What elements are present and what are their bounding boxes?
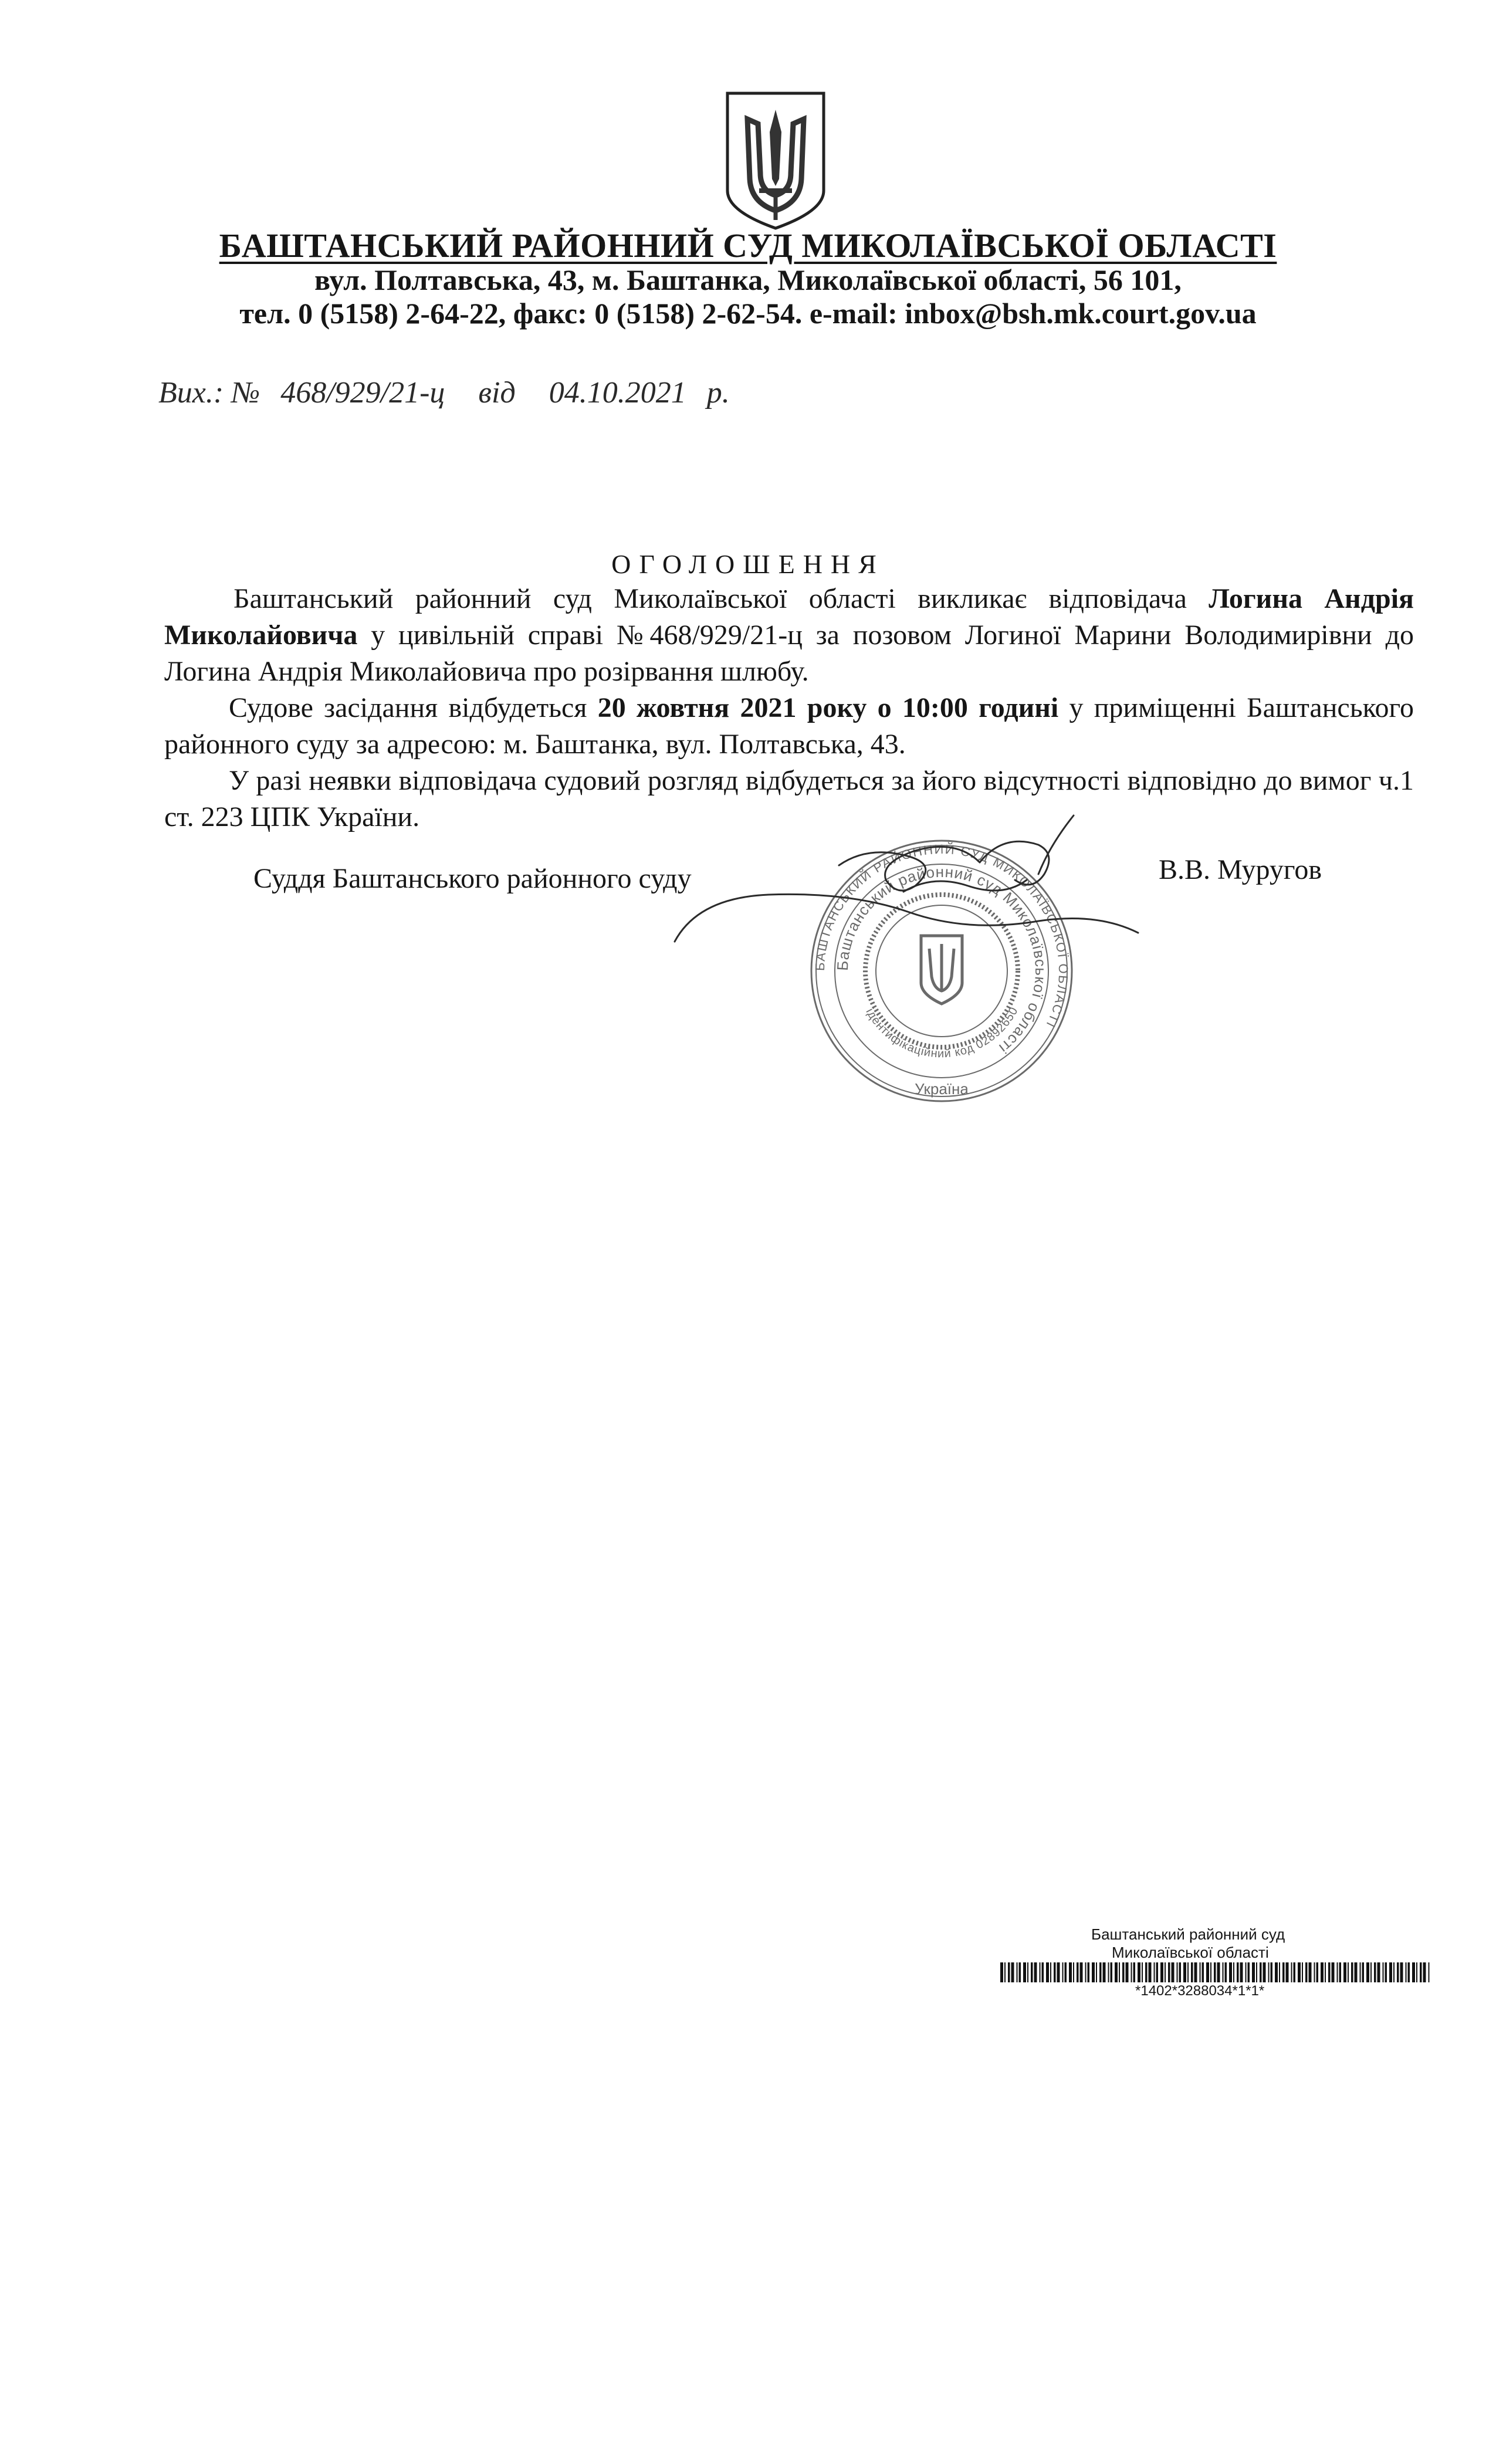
barcode-bar <box>1122 1962 1125 1982</box>
barcode-bar <box>1316 1962 1319 1982</box>
barcode-bar <box>1406 1962 1407 1982</box>
handwritten-signature <box>663 810 1162 980</box>
barcode-bar <box>1191 1962 1193 1982</box>
barcode-bar <box>1360 1962 1361 1982</box>
barcode-bar <box>1400 1962 1403 1982</box>
barcode-bar <box>1214 1962 1216 1982</box>
barcode-bar <box>1332 1962 1335 1982</box>
barcode-bar <box>1383 1962 1384 1982</box>
barcode-court-name: Баштанський районний суд <box>1091 1925 1285 1943</box>
barcode-bar <box>1210 1962 1211 1982</box>
barcode-bar <box>1131 1962 1132 1982</box>
barcode-bar <box>1429 1962 1430 1982</box>
paragraph-hearing: Судове засідання відбудеться 20 жовтня 2021 року о 10:00 годині у приміщенні Баштанського районного суду за адресою: м. Баштанка, вул. Полтавська, 43. <box>164 692 1414 760</box>
barcode-bar <box>1237 1962 1239 1982</box>
court-address: вул. Полтавська, 43, м. Баштанка, Миколаївської області, 56 101, <box>314 263 1182 296</box>
barcode-bar <box>1302 1962 1303 1982</box>
barcode-bar <box>1416 1962 1417 1982</box>
barcode-bar <box>1321 1962 1324 1982</box>
svg-text:ідентифікаційний код 02892650 <box>863 1005 1020 1061</box>
trident-emblem-icon <box>724 91 827 231</box>
barcode-bar <box>1165 1962 1166 1982</box>
barcode-bar <box>1397 1962 1399 1982</box>
barcode-bar <box>1351 1962 1353 1982</box>
paragraph-summons: Баштанський районний суд Миколаївської області викликає відповідача Логина Андрія Миколайовича у цивільній справі №468/929/21-ц за позовом Логиної Марини Володимирівни до Логина Андрія Миколайовича про розірвання шлюбу. <box>164 583 1414 687</box>
barcode-bar <box>1154 1962 1155 1982</box>
barcode-bar <box>1282 1962 1285 1982</box>
court-contacts: тел. 0 (5158) 2-64-22, факс: 0 (5158) 2-62-54. e-mail: inbox@bsh.mk.court.gov.ua <box>239 297 1257 330</box>
barcode-bar <box>1115 1962 1118 1982</box>
barcode-bar <box>1149 1962 1152 1982</box>
barcode-bar <box>1031 1962 1033 1982</box>
barcode-bar <box>1138 1962 1140 1982</box>
barcode-bar <box>1268 1962 1270 1982</box>
barcode-bar <box>1177 1962 1178 1982</box>
barcode-bar <box>1172 1962 1175 1982</box>
barcode-region: Миколаївської області <box>1112 1944 1269 1961</box>
barcode-bar <box>1217 1962 1220 1982</box>
barcode-bar <box>1348 1962 1349 1982</box>
barcode-bar <box>1179 1962 1182 1982</box>
barcode-bar <box>1108 1962 1109 1982</box>
barcode-bar <box>1008 1962 1010 1982</box>
barcode-bar <box>1370 1962 1372 1982</box>
barcode-bar <box>1187 1962 1189 1982</box>
barcode-bar <box>1065 1962 1067 1982</box>
barcode-bar <box>1023 1962 1026 1982</box>
barcode-bar <box>1263 1962 1266 1982</box>
defendant-name: Логина Андрія Миколайовича <box>164 583 1414 651</box>
barcode-bar <box>1088 1962 1090 1982</box>
barcode-bar <box>1362 1962 1365 1982</box>
barcode-bar <box>1050 1962 1051 1982</box>
barcode-bar <box>1225 1962 1227 1982</box>
barcode-bar <box>1092 1962 1095 1982</box>
barcode-bar <box>1355 1962 1358 1982</box>
barcode-bar <box>1000 1962 1003 1982</box>
barcode-bar <box>1017 1962 1018 1982</box>
barcode-bar <box>1291 1962 1292 1982</box>
barcode-bar <box>1314 1962 1315 1982</box>
barcode-bar <box>1408 1962 1410 1982</box>
barcode-bar <box>1085 1962 1087 1982</box>
hearing-datetime: 20 жовтня 2021 року о 10:00 годині <box>597 692 1059 723</box>
barcode-bar <box>1240 1962 1243 1982</box>
barcode-bar <box>1200 1962 1201 1982</box>
barcode-bar <box>1142 1962 1143 1982</box>
barcode-bars-icon <box>1000 1962 1431 1982</box>
barcode-bar <box>1393 1962 1395 1982</box>
barcode-bar <box>1256 1962 1257 1982</box>
barcode-bar <box>1325 1962 1326 1982</box>
barcode-bar <box>1099 1962 1102 1982</box>
barcode-bar <box>1286 1962 1289 1982</box>
barcode-bar <box>1054 1962 1056 1982</box>
barcode-bar <box>1019 1962 1021 1982</box>
outgoing-date-prefix: від <box>478 376 516 409</box>
barcode-bar <box>1069 1962 1072 1982</box>
announcement-title: ОГОЛОШЕННЯ <box>611 549 885 579</box>
barcode-bar <box>1374 1962 1376 1982</box>
barcode-bar <box>1046 1962 1049 1982</box>
barcode-bar <box>1294 1962 1296 1982</box>
barcode-bar <box>1126 1962 1129 1982</box>
barcode-bar <box>1156 1962 1159 1982</box>
paragraph-absence: У разі неявки відповідача судовий розгляд відбудеться за його відсутності відповідно до вимог ч.1 ст. 223 ЦПК України. <box>164 765 1414 832</box>
barcode-bar <box>1271 1962 1273 1982</box>
barcode-bar <box>1343 1962 1346 1982</box>
outgoing-date-suffix: р. <box>706 376 730 409</box>
barcode-code: *1402*3288034*1*1* <box>1135 1983 1265 1999</box>
barcode-bar <box>1223 1962 1224 1982</box>
barcode-bar <box>1133 1962 1136 1982</box>
barcode-bar <box>1309 1962 1312 1982</box>
barcode-bar <box>1229 1962 1232 1982</box>
outgoing-number-value: 468/929/21-ц <box>280 376 445 409</box>
barcode-bar <box>1377 1962 1380 1982</box>
barcode-bar <box>1245 1962 1247 1982</box>
barcode-bar <box>1034 1962 1037 1982</box>
barcode-bar <box>1389 1962 1392 1982</box>
barcode-bar <box>1111 1962 1113 1982</box>
barcode-bar <box>1062 1962 1064 1982</box>
barcode-bar <box>1119 1962 1120 1982</box>
seal-id-code: ідентифікаційний код 02892650 <box>863 1004 1021 1061</box>
outgoing-date: 04.10.2021 <box>549 376 686 409</box>
barcode-bar <box>1420 1962 1422 1982</box>
seal-inner-text: Баштанський районний суд Миколаївської області <box>833 862 1050 1058</box>
barcode-bar <box>1080 1962 1083 1982</box>
barcode-bar <box>1040 1962 1041 1982</box>
barcode-bar <box>1366 1962 1369 1982</box>
outgoing-number <box>158 375 730 410</box>
barcode-bar <box>1194 1962 1197 1982</box>
barcode-bar <box>1275 1962 1278 1982</box>
barcode-bar <box>1339 1962 1342 1982</box>
announcement-body <box>164 581 1414 835</box>
barcode-bar <box>1260 1962 1262 1982</box>
barcode-bar <box>1168 1962 1170 1982</box>
barcode-bar <box>1183 1962 1186 1982</box>
barcode-bar <box>1042 1962 1044 1982</box>
barcode-bar <box>1202 1962 1204 1982</box>
barcode-bar <box>1412 1962 1415 1982</box>
barcode-bar <box>1279 1962 1280 1982</box>
barcode-bar <box>1248 1962 1250 1982</box>
barcode-bar <box>1145 1962 1148 1982</box>
barcode-bar <box>1423 1962 1426 1982</box>
seal-outer-text: БАШТАНСЬКИЙ РАЙОННИЙ СУД МИКОЛАЇВСЬКОЇ ОБЛАСТІ <box>812 841 1071 1031</box>
barcode-bar <box>1206 1962 1209 1982</box>
barcode-bar <box>1073 1962 1074 1982</box>
barcode-bar <box>1160 1962 1163 1982</box>
judge-title: Суддя Баштанського районного суду <box>253 863 692 894</box>
barcode-bar <box>1057 1962 1060 1982</box>
seal-bottom-text: Україна <box>915 1080 969 1098</box>
barcode-bar <box>1298 1962 1301 1982</box>
barcode-bar <box>1103 1962 1106 1982</box>
barcode-bar <box>1385 1962 1387 1982</box>
outgoing-prefix: Вих.: № <box>158 376 260 409</box>
barcode-bar <box>1337 1962 1338 1982</box>
barcode-bar <box>1011 1962 1014 1982</box>
barcode-bar <box>1096 1962 1097 1982</box>
barcode-bar <box>1305 1962 1308 1982</box>
barcode-bar <box>1252 1962 1255 1982</box>
barcode-bar <box>1027 1962 1028 1982</box>
court-name-heading: БАШТАНСЬКИЙ РАЙОННИЙ СУД МИКОЛАЇВСЬКОЇ ОБЛАСТІ <box>219 226 1277 265</box>
barcode-bar <box>1077 1962 1079 1982</box>
barcode-bar <box>1233 1962 1234 1982</box>
barcode-bar <box>1328 1962 1331 1982</box>
judge-name: В.В. Муругов <box>1159 854 1322 885</box>
barcode-bar <box>1004 1962 1006 1982</box>
